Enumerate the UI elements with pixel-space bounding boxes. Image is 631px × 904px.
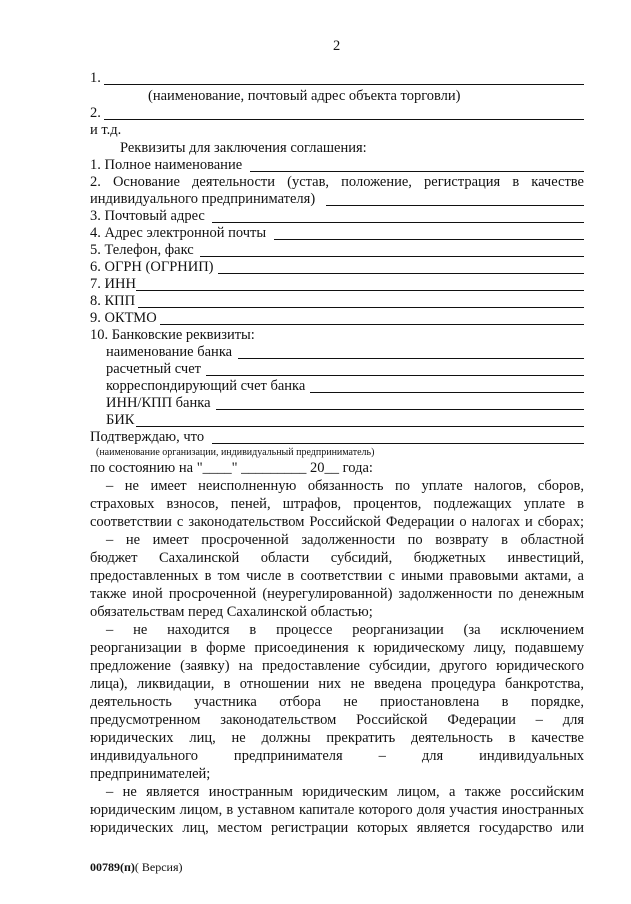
corr-account-label: корреспондирующий счет банка [106, 378, 306, 394]
email-label: 4. Адрес электронной почты [90, 225, 267, 241]
account-label: расчетный счет [106, 361, 201, 377]
postal-line [212, 222, 584, 223]
bik-label: БИК [106, 412, 135, 428]
inn-line [136, 290, 584, 291]
bank-heading: 10. Банковские реквизиты: [90, 327, 255, 343]
bank-inn-kpp-label: ИНН/КПП банка [106, 395, 211, 411]
para2-line4: также иной просроченной (неурегулированной) задолженности по денежным [90, 586, 584, 602]
confirm-label: Подтверждаю, что [90, 429, 205, 445]
para4-line1: – не является иностранным юридическим лицом, а также российским [106, 784, 584, 800]
basis-line [326, 205, 584, 206]
bik-line [136, 426, 584, 427]
object-item-1-line [104, 84, 584, 85]
para2-line5: обязательствам перед Сахалинской областью; [90, 604, 373, 620]
para3-line3: предложение (заявку) на предоставление субсидии, другого юридического [90, 658, 584, 674]
oktmo-line [160, 324, 584, 325]
account-line [206, 375, 584, 376]
para3-line2: реорганизации в форме присоединения к юридическому лицу, подавшему [90, 640, 584, 656]
email-line [274, 239, 584, 240]
object-caption: (наименование, почтовый адрес объекта торговли) [148, 88, 461, 104]
object-item-2-line [104, 119, 584, 120]
object-item-1-label: 1. [90, 70, 101, 86]
footer [90, 860, 183, 874]
object-item-2-label: 2. [90, 105, 101, 121]
para4-line2: юридическим лицом, в уставном капитале которого доля участия иностранных [90, 802, 584, 818]
corr-account-line [310, 392, 584, 393]
para3-line8: индивидуального предпринимателя – для индивидуальных [90, 748, 584, 764]
ogrn-line [218, 273, 584, 274]
basis-line-1: 2. Основание деятельности (устав, положение, регистрация в качестве [90, 174, 584, 190]
inn-label: 7. ИНН [90, 276, 136, 292]
postal-label: 3. Почтовый адрес [90, 208, 205, 224]
para3-line5: деятельность участника отбора не приостановлена в порядке, [90, 694, 584, 710]
bank-name-label: наименование банка [106, 344, 233, 360]
para2-line1: – не имеет просроченной задолженности по возврату в областной [106, 532, 584, 548]
bank-name-line [238, 358, 584, 359]
page-number: 2 [333, 38, 341, 54]
phone-line [200, 256, 584, 257]
ogrn-label: 6. ОГРН (ОГРНИП) [90, 259, 214, 275]
para1-line1: – не имеет неисполненную обязанность по уплате налогов, сборов, [106, 478, 584, 494]
kpp-label: 8. КПП [90, 293, 136, 309]
kpp-line [138, 307, 584, 308]
para3-line7: юридических лиц, не должны прекратить деятельность в качестве [90, 730, 584, 746]
bank-inn-kpp-line [216, 409, 584, 410]
para3-line9: предпринимателей; [90, 766, 211, 782]
full-name-label: 1. Полное наименование [90, 157, 243, 173]
para1-line3: соответствии с законодательством Российской Федерации о налогах и сборах; [90, 514, 584, 530]
etc-text: и т.д. [90, 122, 122, 138]
para3-line4: лица), ликвидации, в отношении них не введена процедура банкротства, [90, 676, 584, 692]
requisites-heading: Реквизиты для заключения соглашения: [120, 140, 367, 156]
para3-line6: предусмотренном законодательством Российской Федерации – для [90, 712, 584, 728]
para2-line2: бюджет Сахалинской области субсидий, бюджетных инвестиций, [90, 550, 584, 566]
confirm-caption: (наименование организации, индивидуальный предприниматель) [96, 447, 375, 458]
para3-line1: – не находится в процессе реорганизации (за исключением [106, 622, 584, 638]
para1-line2: страховых взносов, пеней, штрафов, процентов, подлежащих уплате в [90, 496, 584, 512]
footer-version: ( Версия) [134, 860, 183, 874]
footer-code: 00789(п) [90, 860, 135, 874]
basis-line-2: индивидуального предпринимателя) [90, 191, 316, 207]
as-of-date: по состоянию на "____" _________ 20__ года: [90, 460, 373, 476]
para4-line3: юридических лиц, местом регистрации которых является государство или [90, 820, 584, 836]
para2-line3: предоставленных в том числе в соответствии с иными правовыми актами, а [90, 568, 584, 584]
full-name-line [250, 171, 584, 172]
confirm-line [212, 443, 584, 444]
phone-label: 5. Телефон, факс [90, 242, 194, 258]
oktmo-label: 9. ОКТМО [90, 310, 157, 326]
